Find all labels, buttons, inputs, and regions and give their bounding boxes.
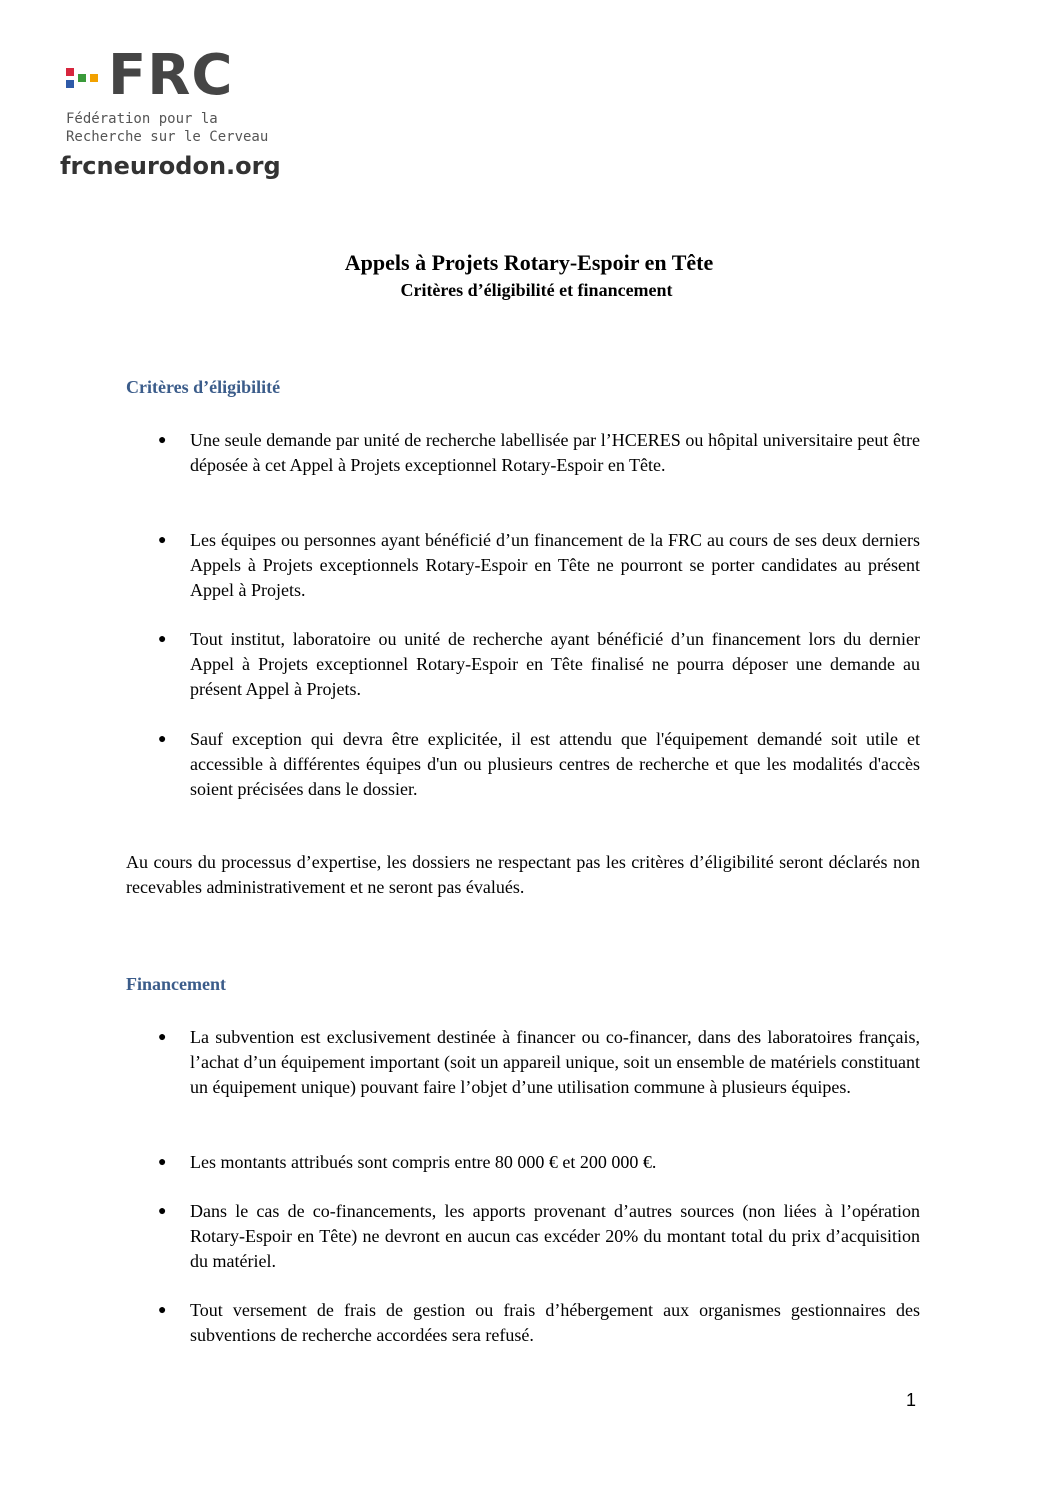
logo-dot-green: [78, 74, 86, 82]
frc-logo: [60, 43, 300, 192]
list-item-text: Les équipes ou personnes ayant bénéficié d’un financement de la FRC au cours de ses deux derniers Appels à Projets exceptionnels Rotary-Espoir en Tête ne pourront se porter candidates au présent Appel à Projets.: [190, 530, 920, 600]
list-item: [158, 627, 920, 702]
bullet-icon: ●: [158, 1303, 167, 1318]
website-link[interactable]: frcneurodon.org: [60, 152, 281, 180]
logo-wordmark: FRC: [108, 43, 234, 108]
bullet-icon: ●: [158, 1155, 167, 1170]
logo-tagline-line1: Fédération pour la: [66, 111, 218, 127]
bullet-icon: ●: [158, 533, 167, 548]
logo-dot-blue: [66, 80, 74, 88]
list-item-text: Sauf exception qui devra être explicitée, il est attendu que l'équipement demandé soit utile et accessible à différentes équipes d'un ou plusieurs centres de recherche et que les modalités d'accès soient précisées dans le dossier.: [190, 729, 920, 799]
list-item-text: Tout institut, laboratoire ou unité de recherche ayant bénéficié d’un financement lors du dernier Appel à Projets exceptionnel Rotary-Espoir en Tête finalisé ne pourra déposer une demande au présent Appel à Projets.: [190, 629, 920, 699]
logo-tagline-line2: Recherche sur le Cerveau: [66, 129, 269, 145]
logo-dot-orange: [90, 74, 98, 82]
list-item: [158, 528, 920, 603]
bullet-icon: ●: [158, 732, 167, 747]
document-subtitle: Critères d’éligibilité et financement: [400, 280, 673, 300]
list-item: [158, 1199, 920, 1274]
eligibility-note: Au cours du processus d’expertise, les dossiers ne respectant pas les critères d’éligibilité seront déclarés non recevables administrativement et ne seront pas évalués.: [126, 852, 920, 897]
logo-dot-red: [66, 68, 74, 76]
page-number: 1: [906, 1390, 917, 1410]
list-item: [158, 1298, 920, 1348]
list-item-text: La subvention est exclusivement destinée à financer ou co-financer, dans des laboratoires français, l’achat d’un équipement important (soit un appareil unique, soit un ensemble de matériels constituant un équipement unique) pouvant faire l’objet d’une utilisation commune à plusieurs équipes.: [190, 1027, 920, 1097]
bullet-icon: ●: [158, 1030, 167, 1045]
list-item: [158, 1025, 920, 1100]
list-item-text: Les montants attribués sont compris entre 80 000 € et 200 000 €.: [190, 1152, 657, 1172]
document-title: Appels à Projets Rotary-Espoir en Tête: [344, 250, 714, 275]
bullet-icon: ●: [158, 632, 167, 647]
bullet-icon: ●: [158, 1204, 167, 1219]
list-item: [158, 727, 920, 802]
logo-tagline: [66, 110, 268, 146]
bullet-icon: ●: [158, 433, 167, 448]
list-item: [158, 428, 920, 478]
list-item-text: Dans le cas de co-financements, les apports provenant d’autres sources (non liées à l’opération Rotary-Espoir en Tête) ne devront en aucun cas excéder 20% du montant total du prix d’acquisition du matériel.: [190, 1201, 920, 1271]
list-item-text: Une seule demande par unité de recherche labellisée par l’HCERES ou hôpital universitaire peut être déposée à cet Appel à Projets exceptionnel Rotary-Espoir en Tête.: [190, 430, 920, 475]
section-heading-eligibility: Critères d’éligibilité: [126, 377, 281, 397]
section-heading-financing: Financement: [126, 974, 226, 994]
list-item: [158, 1150, 920, 1175]
list-item-text: Tout versement de frais de gestion ou frais d’hébergement aux organismes gestionnaires des subventions de recherche accordées sera refusé.: [190, 1300, 920, 1345]
